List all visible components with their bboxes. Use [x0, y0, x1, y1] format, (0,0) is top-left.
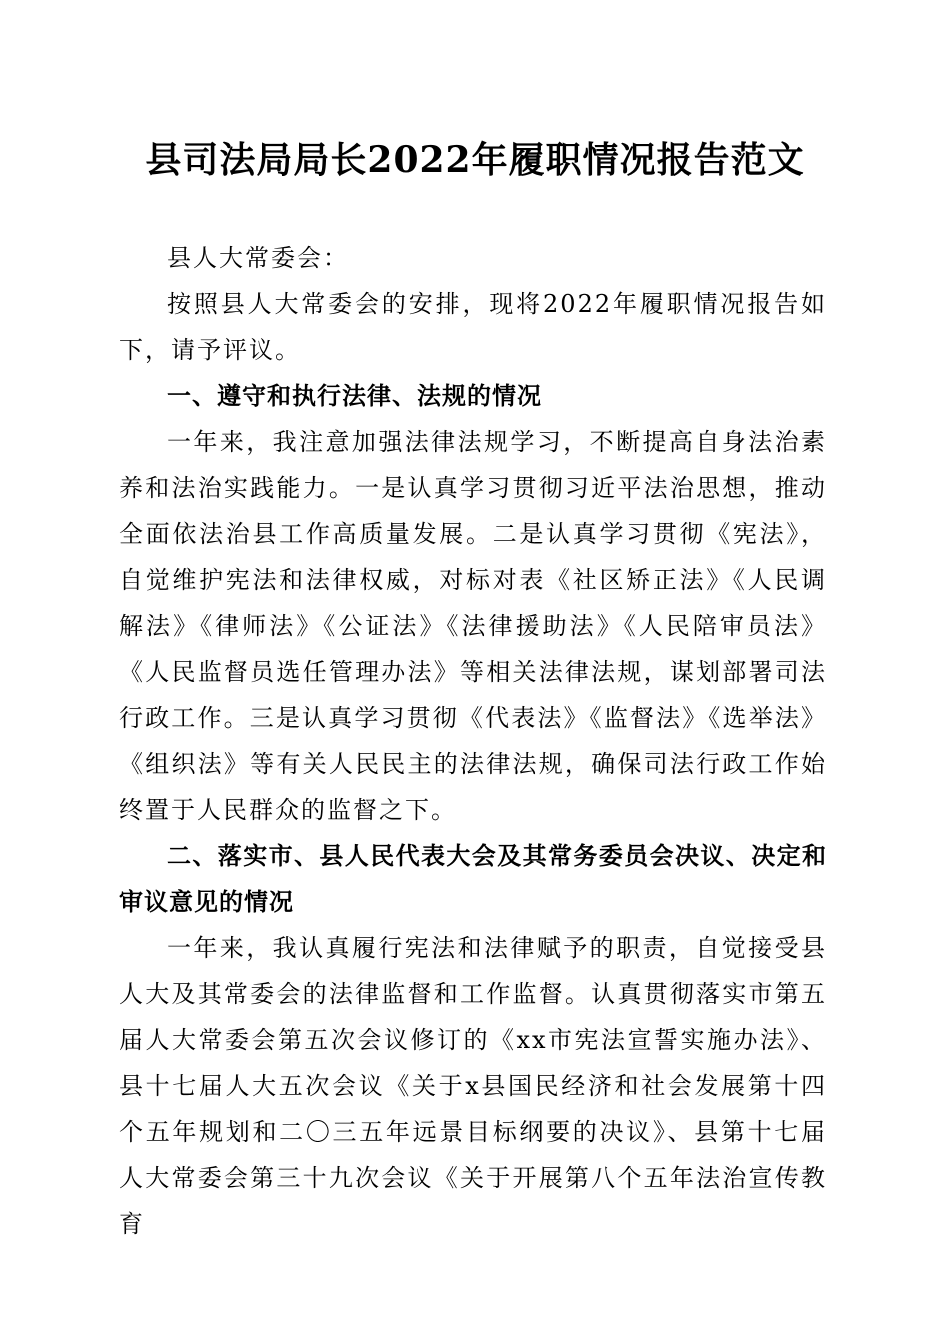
document-title: 县司法局局长2022年履职情况报告范文 [145, 139, 805, 181]
section-1-paragraph: 一年来，我注意加强法律法规学习，不断提高自身法治素养和法治实践能力。一是认真学习贯彻习近平法治思想，推动全面依法治县工作高质量发展。二是认真学习贯彻《宪法》，自觉维护宪法和法律权威，对标对表《社区矫正法》《人民调解法》《律师法》《公证法》《法律援助法》《人民陪审员法》《人民监督员选任管理办法》等相关法律法规，谋划部署司法行政工作。三是认真学习贯彻《代表法》《监督法》《选举法》《组织法》等有关人民民主的法律法规，确保司法行政工作始终置于人民群众的监督之下。 [119, 428, 827, 824]
salutation: 县人大常委会： [167, 244, 349, 272]
section-2-heading: 二、落实市、县人民代表大会及其常务委员会决议、决定和审议意见的情况 [119, 842, 827, 916]
intro-paragraph: 按照县人大常委会的安排，现将2022年履职情况报告如下，请予评议。 [119, 290, 827, 364]
section-1-heading: 一、遵守和执行法律、法规的情况 [167, 382, 542, 410]
section-2-paragraph: 一年来，我认真履行宪法和法律赋予的职责，自觉接受县人大及其常委会的法律监督和工作监督。认真贯彻落实市第五届人大常委会第五次会议修订的《xx市宪法宣誓实施办法》、县十七届人大五次会议《关于x县国民经济和社会发展第十四个五年规划和二〇三五年远景目标纲要的决议》、县第十七届人大常委会第三十九次会议《关于开展第八个五年法治宣传教育 [119, 934, 827, 1238]
document-body [119, 235, 827, 1247]
